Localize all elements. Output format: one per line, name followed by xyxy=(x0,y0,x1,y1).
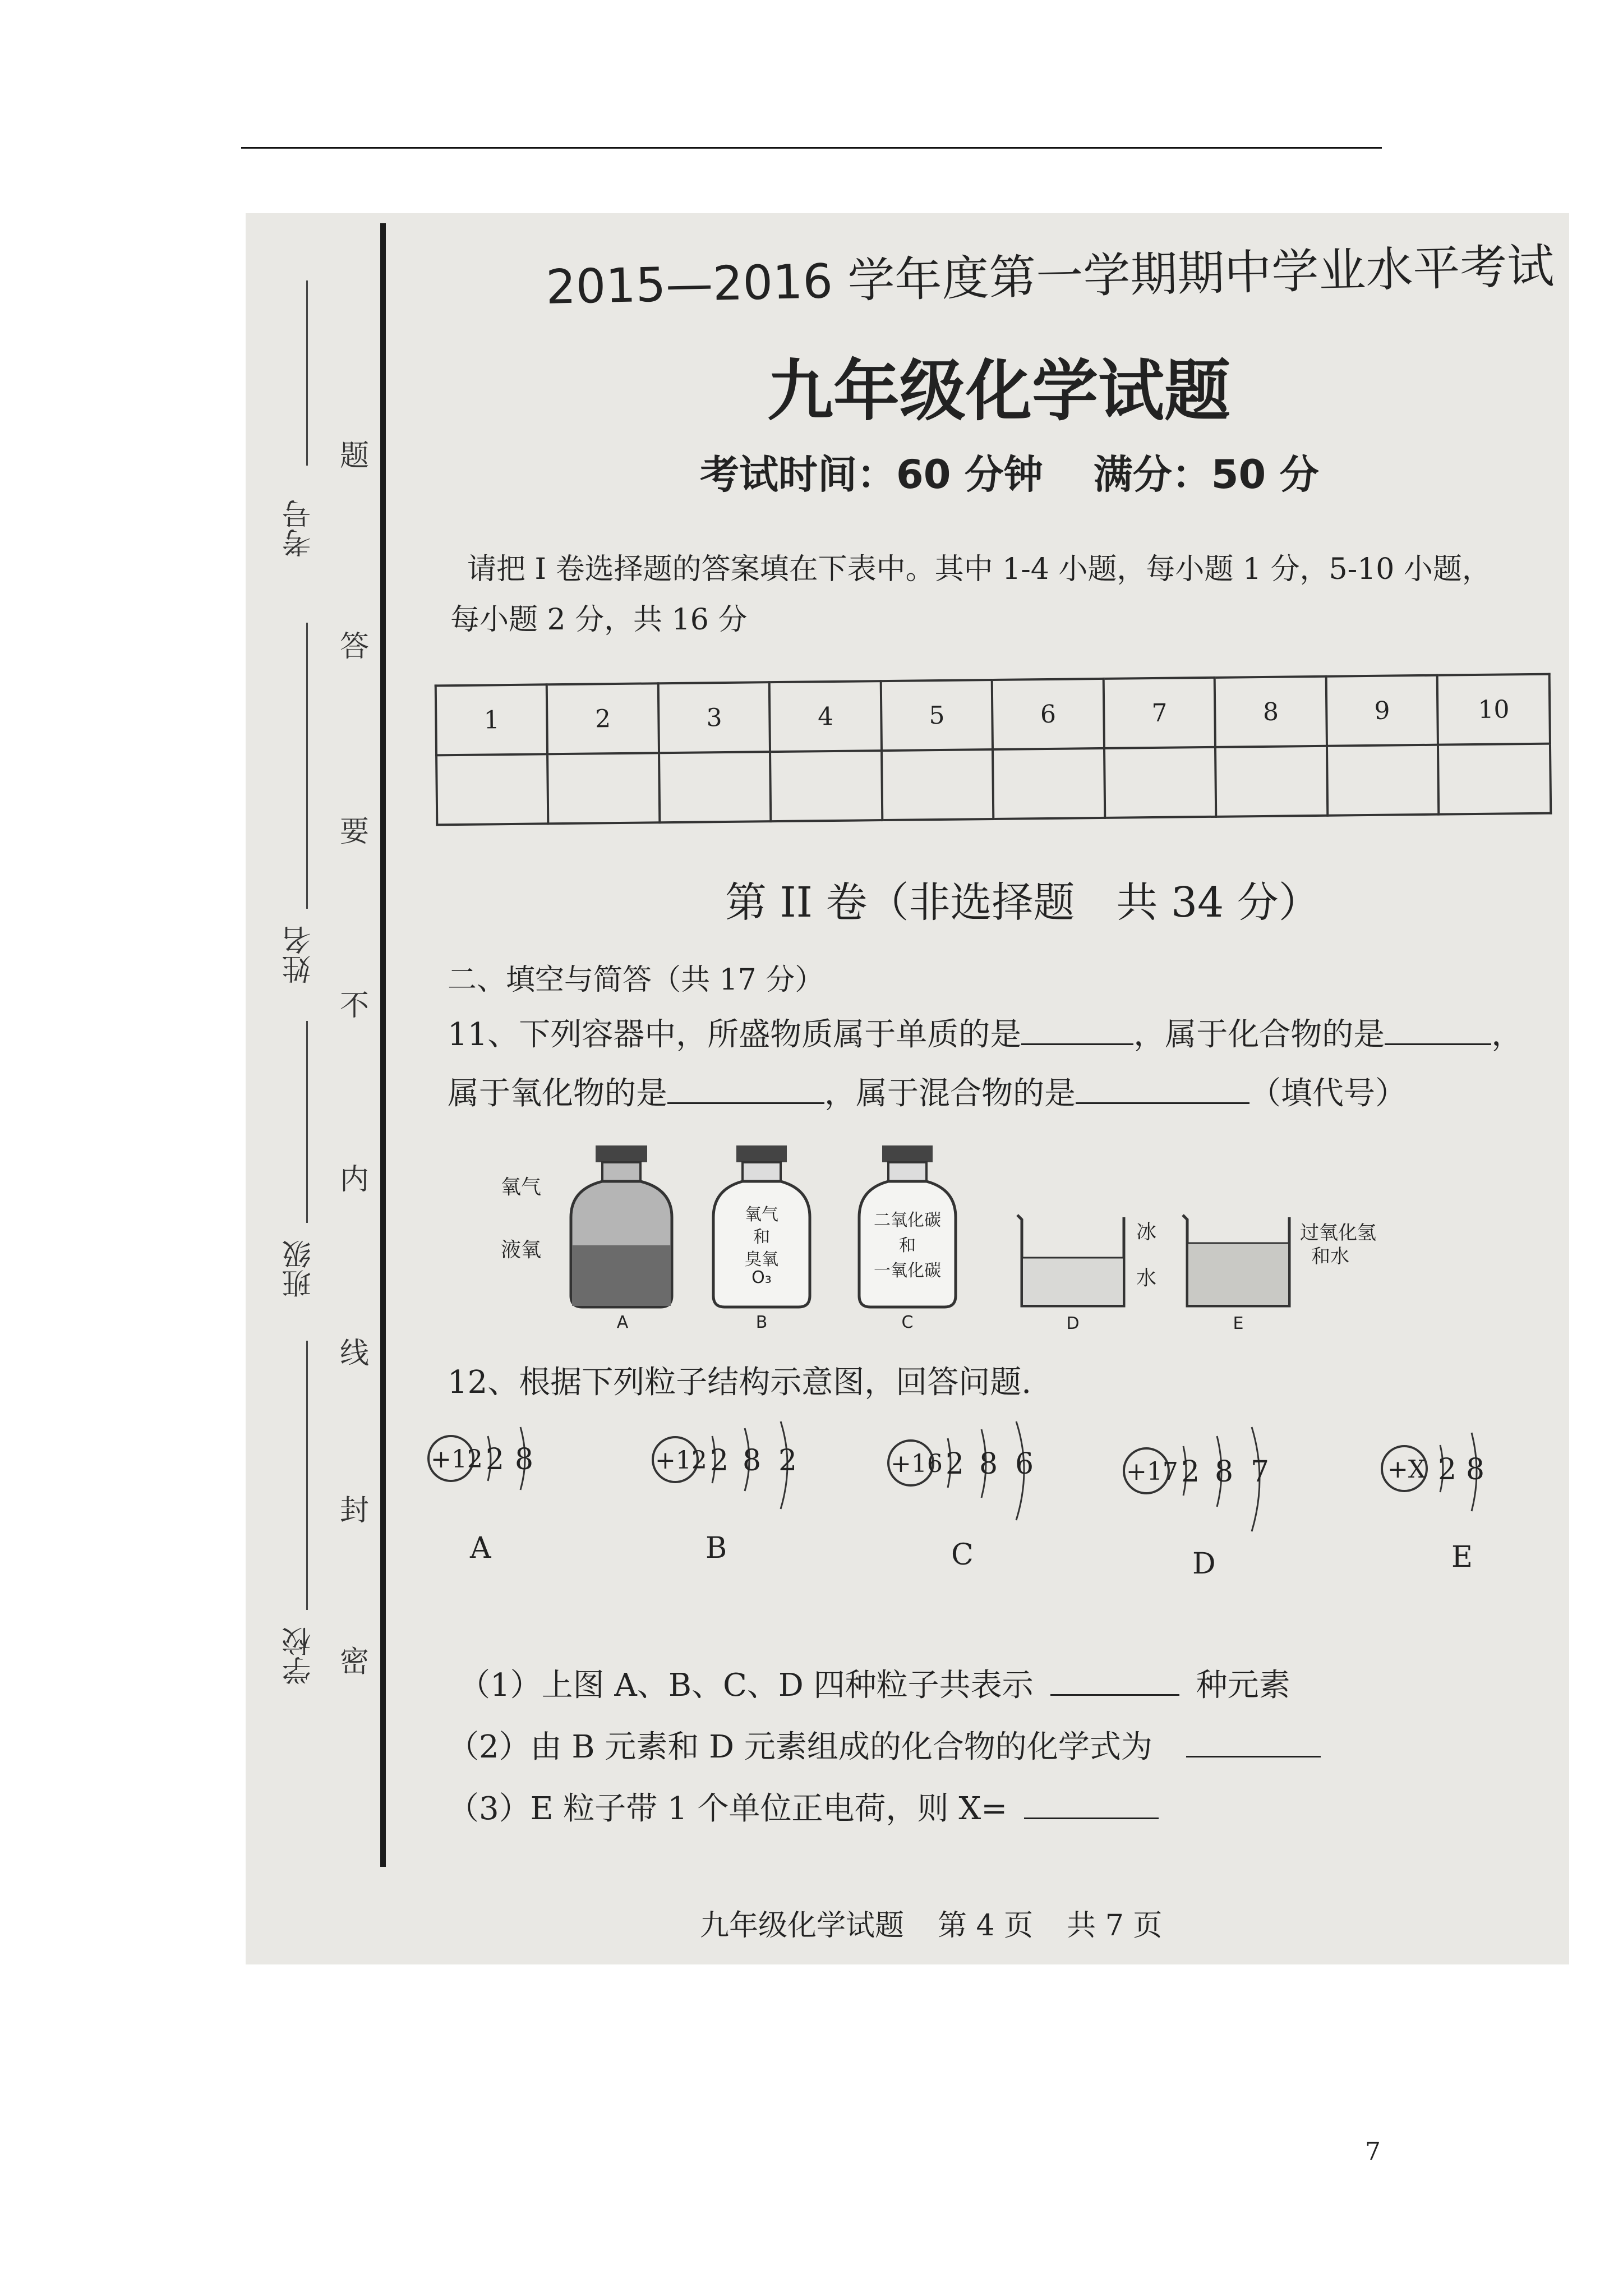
answer-number-cell: 8 xyxy=(1215,677,1327,747)
footer-page: 第 4 页 xyxy=(938,1909,1034,1943)
container-label: 和 xyxy=(899,1236,916,1255)
answer-number-cell: 10 xyxy=(1437,674,1550,745)
shell-electrons: 2 xyxy=(946,1447,965,1481)
answer-blank[interactable] xyxy=(1050,1672,1179,1696)
container-label: 一氧化碳 xyxy=(874,1261,941,1281)
answer-blank[interactable] xyxy=(1021,1021,1133,1045)
q11-line2 xyxy=(448,1069,1407,1114)
answer-blank-cell[interactable] xyxy=(770,751,882,821)
answer-number-cell: 5 xyxy=(881,680,993,751)
nucleus-charge: +12 xyxy=(655,1446,707,1475)
container-label: 液氧 xyxy=(501,1239,542,1262)
answer-blank-cell[interactable] xyxy=(1104,747,1216,818)
page-number: 7 xyxy=(1365,2137,1381,2166)
seal-char: 题 xyxy=(340,439,370,473)
seal-char: 答 xyxy=(340,630,370,664)
footer-subject: 九年级化学试题 xyxy=(700,1909,905,1943)
q12-sub3 xyxy=(448,1784,1159,1829)
answer-number-cell: 4 xyxy=(769,681,882,752)
time-label: 考试时间：60 分钟 xyxy=(700,452,1043,498)
q12-text: （2）由 B 元素和 D 元素组成的化合物的化学式为 xyxy=(448,1729,1152,1765)
seal-char: 内 xyxy=(340,1163,370,1197)
container-letter: C xyxy=(901,1313,914,1332)
exam-info xyxy=(700,443,1370,500)
container-e xyxy=(1179,1212,1303,1335)
container-label: 和水 xyxy=(1311,1245,1349,1268)
answer-number-cell: 3 xyxy=(658,682,771,753)
shell-electrons: 2 xyxy=(778,1444,797,1478)
answer-blank-cell[interactable] xyxy=(882,749,994,820)
q11-text: 属于氧化物的是 xyxy=(448,1075,667,1112)
beaker-icon xyxy=(1014,1212,1132,1313)
answer-blank[interactable] xyxy=(1186,1733,1321,1757)
instructions-line1: 请把 I 卷选择题的答案填在下表中。其中 1-4 小题，每小题 1 分，5-10 小题， xyxy=(467,553,1491,586)
container-label: 冰 xyxy=(1136,1221,1157,1244)
particle-c xyxy=(885,1419,1064,1572)
container-label: 氧气 xyxy=(745,1205,778,1225)
exam-no-label: 考号 xyxy=(283,499,316,558)
shell-electrons: 6 xyxy=(1015,1447,1034,1481)
container-letter: B xyxy=(755,1313,768,1332)
answer-blank[interactable] xyxy=(1076,1080,1249,1104)
shell-electrons: 8 xyxy=(743,1444,762,1478)
q12-sub2 xyxy=(448,1722,1321,1767)
answer-number-cell: 1 xyxy=(436,684,548,755)
container-letter: E xyxy=(1233,1314,1244,1333)
answer-blank-cell[interactable] xyxy=(436,754,548,825)
shell-electrons: 2 xyxy=(1438,1453,1457,1487)
q12-sub1 xyxy=(459,1660,1290,1705)
exam-title: 2015—2016 学年度第一学期期中学业水平考试 xyxy=(545,238,1555,315)
subject-title: 九年级化学试题 xyxy=(767,352,1231,430)
seal-char: 要 xyxy=(340,815,370,849)
answer-blank-cell[interactable] xyxy=(1327,745,1439,816)
class-label: 班级 xyxy=(283,1240,316,1298)
particle-letter: B xyxy=(706,1531,727,1565)
container-d xyxy=(1014,1212,1137,1335)
gas-bottle-icon xyxy=(560,1144,683,1313)
shell-electrons: 8 xyxy=(979,1447,998,1481)
beaker-icon xyxy=(1179,1212,1297,1313)
answer-blank-cell[interactable] xyxy=(993,748,1105,819)
container-label: 和 xyxy=(753,1227,770,1247)
particle-b xyxy=(649,1419,829,1565)
particle-letter: E xyxy=(1451,1540,1473,1574)
seal-char: 密 xyxy=(340,1645,370,1679)
particle-letter: A xyxy=(470,1531,491,1565)
container-label: O₃ xyxy=(751,1268,772,1287)
footer-total: 共 7 页 xyxy=(1067,1909,1163,1943)
nucleus-charge: +X xyxy=(1387,1455,1426,1484)
nucleus-charge: +16 xyxy=(891,1450,943,1478)
shell-electrons: 7 xyxy=(1251,1455,1270,1489)
score-label: 满分：50 分 xyxy=(1093,452,1319,498)
name-underline xyxy=(306,623,308,909)
nucleus-charge: +12 xyxy=(431,1445,483,1474)
container-label: 过氧化氢 xyxy=(1300,1222,1376,1244)
binding-line xyxy=(380,223,386,1867)
school-underline xyxy=(306,1341,308,1610)
answer-table xyxy=(435,673,1552,826)
container-label: 二氧化碳 xyxy=(874,1211,941,1230)
shell-electrons: 8 xyxy=(1466,1453,1485,1487)
answer-blank[interactable] xyxy=(1024,1795,1159,1819)
container-c xyxy=(851,1144,963,1332)
answer-table-header-row xyxy=(436,674,1550,756)
container-letter: A xyxy=(616,1313,629,1332)
answer-table-blank-row xyxy=(436,744,1551,825)
container-letter: D xyxy=(1066,1314,1080,1333)
nucleus-charge: +17 xyxy=(1126,1457,1178,1486)
container-b xyxy=(706,1144,818,1332)
seal-char: 线 xyxy=(340,1337,370,1370)
shell-electrons: 8 xyxy=(1215,1455,1234,1489)
q11-text: ，属于混合物的是 xyxy=(824,1075,1076,1112)
section2-title: 第 II 卷（非选择题 共 34 分） xyxy=(725,878,1320,927)
school-label: 学校 xyxy=(283,1627,316,1685)
q12-stem: 12、根据下列粒子结构示意图，回答问题. xyxy=(448,1364,1032,1401)
instructions-line2: 每小题 2 分，共 16 分 xyxy=(450,603,748,637)
name-label: 姓名 xyxy=(283,926,316,984)
container-label: 氧气 xyxy=(501,1176,542,1199)
shell-electrons: 2 xyxy=(486,1443,505,1476)
container-label: 臭氧 xyxy=(745,1250,778,1269)
answer-blank-cell[interactable] xyxy=(1438,744,1551,815)
q11-text: ， xyxy=(1491,1016,1523,1053)
answer-number-cell: 6 xyxy=(992,679,1104,749)
answer-number-cell: 2 xyxy=(547,683,659,754)
answer-number-cell: 9 xyxy=(1326,675,1438,746)
answer-blank-cell[interactable] xyxy=(548,753,660,823)
atom-structure-icon xyxy=(649,1419,823,1531)
exam-footer xyxy=(700,1902,1196,1944)
shell-electrons: 8 xyxy=(515,1443,534,1476)
shell-electrons: 2 xyxy=(710,1444,729,1478)
container-a xyxy=(560,1144,683,1332)
seal-char: 不 xyxy=(340,989,370,1023)
particle-letter: C xyxy=(951,1538,974,1572)
particle-letter: D xyxy=(1192,1547,1216,1581)
shell-electrons: 2 xyxy=(1181,1455,1200,1489)
answer-number-cell: 7 xyxy=(1104,678,1216,748)
particle-e xyxy=(1378,1425,1513,1574)
q11-text: （填代号） xyxy=(1249,1075,1407,1112)
q11-text: 11、下列容器中，所盛物质属于单质的是 xyxy=(448,1016,1022,1053)
answer-blank[interactable] xyxy=(667,1080,824,1104)
answer-blank-cell[interactable] xyxy=(659,752,771,822)
particle-a xyxy=(425,1419,571,1565)
exam-page-photo xyxy=(246,213,1569,1964)
q12-text: （1）上图 A、B、C、D 四种粒子共表示 xyxy=(459,1667,1034,1704)
top-rule xyxy=(241,147,1382,149)
q12-text: （3）E 粒子带 1 个单位正电荷，则 X= xyxy=(448,1791,1008,1827)
q11-line1 xyxy=(448,1010,1523,1055)
q12-text: 种元素 xyxy=(1196,1667,1290,1704)
q11-text: ，属于化合物的是 xyxy=(1133,1016,1385,1053)
seal-char: 封 xyxy=(340,1494,370,1527)
section2-subtitle: 二、填空与简答（共 17 分） xyxy=(448,963,824,997)
class-underline xyxy=(306,1021,308,1223)
answer-blank-cell[interactable] xyxy=(1215,746,1327,817)
answer-blank[interactable] xyxy=(1385,1021,1491,1045)
particle-d xyxy=(1121,1425,1300,1581)
exam-no-underline xyxy=(306,280,308,466)
container-label: 水 xyxy=(1136,1267,1157,1290)
